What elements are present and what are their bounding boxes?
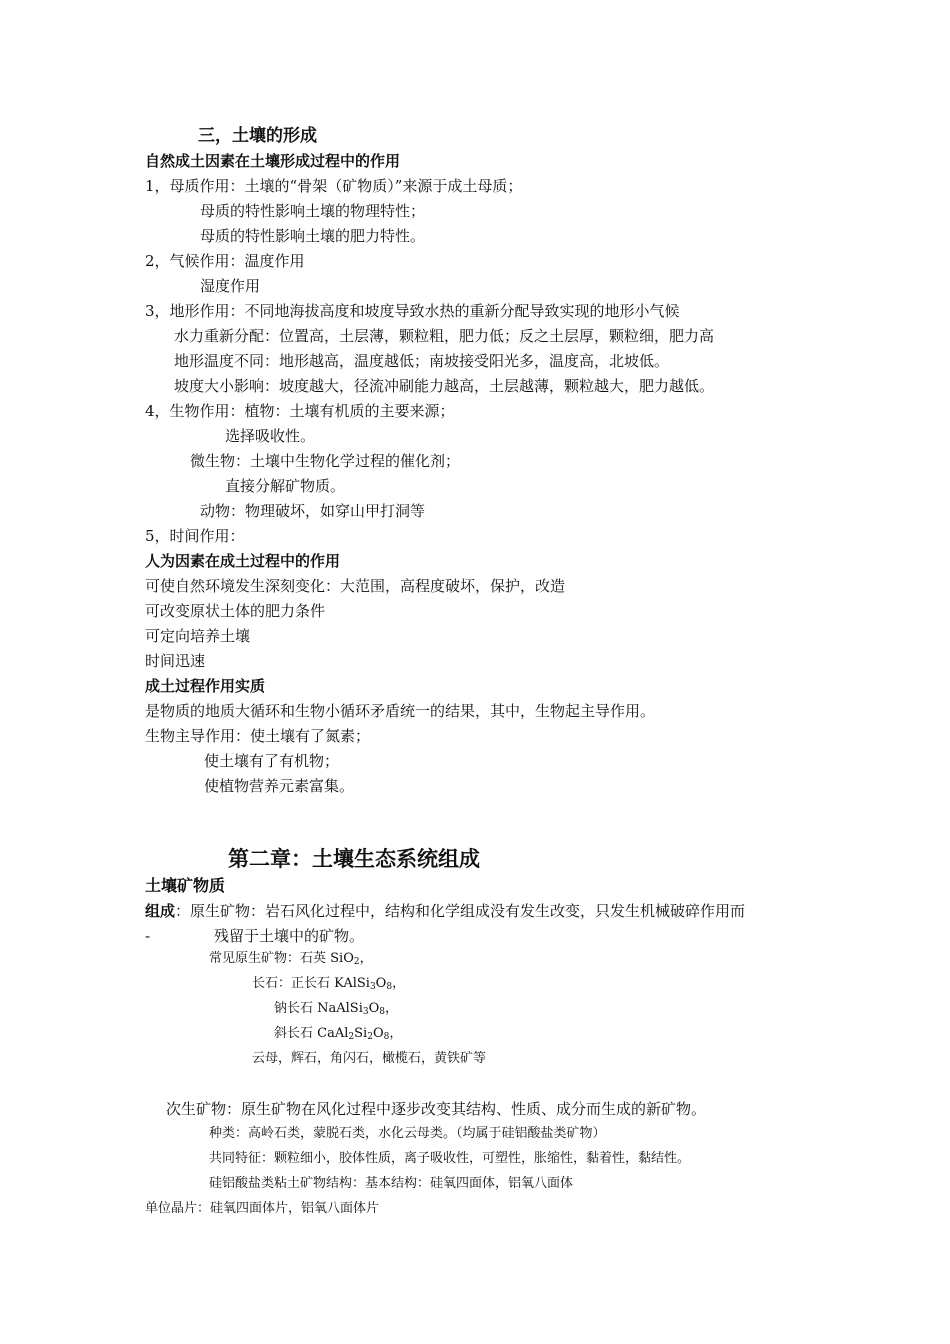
parent-material-line: 1，母质作用：土壤的“骨架（矿物质）”来源于成土母质； bbox=[145, 177, 523, 195]
climate-humidity: 湿度作用 bbox=[200, 277, 261, 295]
secondary-minerals-line: 次生矿物：原生矿物在风化过程中逐步改变其结构、性质、成分而生成的新矿物。 bbox=[166, 1100, 707, 1118]
time-line: 5，时间作用： bbox=[145, 527, 245, 545]
biology-decompose: 直接分解矿物质。 bbox=[225, 477, 346, 495]
chapter-title: 第二章：土壤生态系统组成 bbox=[228, 847, 480, 871]
kinds-line: 种类：高岭石类，蒙脱石类，水化云母类。（均属于硅铝酸盐类矿物） bbox=[209, 1126, 606, 1141]
section-title: 三，土壤的形成 bbox=[198, 126, 317, 146]
essence-line-3: 使土壤有了有机物； bbox=[204, 752, 340, 770]
essence-line-2: 生物主导作用：使土壤有了氮素； bbox=[145, 727, 371, 745]
biology-line: 4，生物作用：植物：土壤有机质的主要来源； bbox=[145, 402, 455, 420]
anorthite-label: 斜长石 bbox=[274, 1026, 318, 1041]
climate-line: 2，气候作用：温度作用 bbox=[145, 252, 305, 270]
essence-line-4: 使植物营养元素富集。 bbox=[204, 777, 355, 795]
unit-sheet-line: 单位晶片：硅氧四面体片，铝氧八面体片 bbox=[145, 1201, 380, 1216]
structure-line: 硅铝酸盐类粘土矿物结构：基本结构：硅氧四面体，铝氧八面体 bbox=[209, 1176, 574, 1191]
composition-line bbox=[145, 901, 745, 921]
composition-dash: - bbox=[145, 927, 151, 945]
feldspar-label: 长石：正长石 bbox=[252, 976, 335, 991]
common-features-line: 共同特征：颗粒细小，胶体性质，离子吸收性，可塑性，胀缩性，黏着性，黏结性。 bbox=[209, 1151, 691, 1166]
terrain-slope: 坡度大小影响：坡度越大，径流冲刷能力越高，土层越薄，颗粒越大，肥力越低。 bbox=[174, 377, 715, 395]
orthoclase-formula: $KAlSi_3O_8$， bbox=[334, 976, 406, 992]
albite-line bbox=[274, 999, 398, 1019]
quartz-line bbox=[209, 949, 373, 969]
composition-label: 组成 bbox=[145, 902, 176, 920]
human-line-2: 可改变原状土体的肥力条件 bbox=[145, 602, 326, 620]
parent-material-physical: 母质的特性影响土壤的物理特性； bbox=[200, 202, 426, 220]
parent-material-fertility: 母质的特性影响土壤的肥力特性。 bbox=[200, 227, 426, 245]
human-line-3: 可定向培养土壤 bbox=[145, 627, 251, 645]
other-minerals-line: 云母，辉石，角闪石，橄榄石，黄铁矿等 bbox=[252, 1051, 487, 1066]
albite-formula: $NaAlSi_3O_8$， bbox=[317, 1001, 399, 1017]
mineral-heading: 土壤矿物质 bbox=[145, 876, 226, 895]
composition-text: ：原生矿物：岩石风化过程中，结构和化学组成没有发生改变，只发生机械破碎作用而 bbox=[175, 902, 746, 920]
human-line-1: 可使自然环境发生深刻变化：大范围，高程度破坏，保护，改造 bbox=[145, 577, 566, 595]
biology-selective: 选择吸收性。 bbox=[225, 427, 316, 445]
primary-label: 常见原生矿物：石英 bbox=[209, 951, 331, 966]
anorthite-formula: $CaAl_2Si_2O_8$， bbox=[317, 1026, 403, 1042]
quartz-formula: SiO$_2$， bbox=[330, 951, 373, 967]
albite-label: 钠长石 bbox=[274, 1001, 318, 1016]
human-line-4: 时间迅速 bbox=[145, 652, 206, 670]
orthoclase-line bbox=[252, 974, 405, 994]
natural-factors-heading: 自然成土因素在土壤形成过程中的作用 bbox=[145, 152, 401, 170]
essence-heading: 成土过程作用实质 bbox=[145, 677, 266, 695]
terrain-line: 3，地形作用：不同地海拔高度和坡度导致水热的重新分配导致实现的地形小气候 bbox=[145, 302, 680, 320]
essence-line-1: 是物质的地质大循环和生物小循环矛盾统一的结果，其中，生物起主导作用。 bbox=[145, 702, 656, 720]
biology-animal: 动物：物理破坏，如穿山甲打洞等 bbox=[200, 502, 426, 520]
human-factors-heading: 人为因素在成土过程中的作用 bbox=[145, 552, 341, 570]
terrain-temperature: 地形温度不同：地形越高，温度越低；南坡接受阳光多，温度高，北坡低。 bbox=[174, 352, 670, 370]
composition-continued: 残留于土壤中的矿物。 bbox=[214, 927, 365, 945]
anorthite-line bbox=[274, 1024, 402, 1044]
biology-microbe: 微生物：土壤中生物化学过程的催化剂； bbox=[190, 452, 461, 470]
terrain-water: 水力重新分配：位置高，土层薄，颗粒粗，肥力低；反之土层厚，颗粒细，肥力高 bbox=[174, 327, 715, 345]
